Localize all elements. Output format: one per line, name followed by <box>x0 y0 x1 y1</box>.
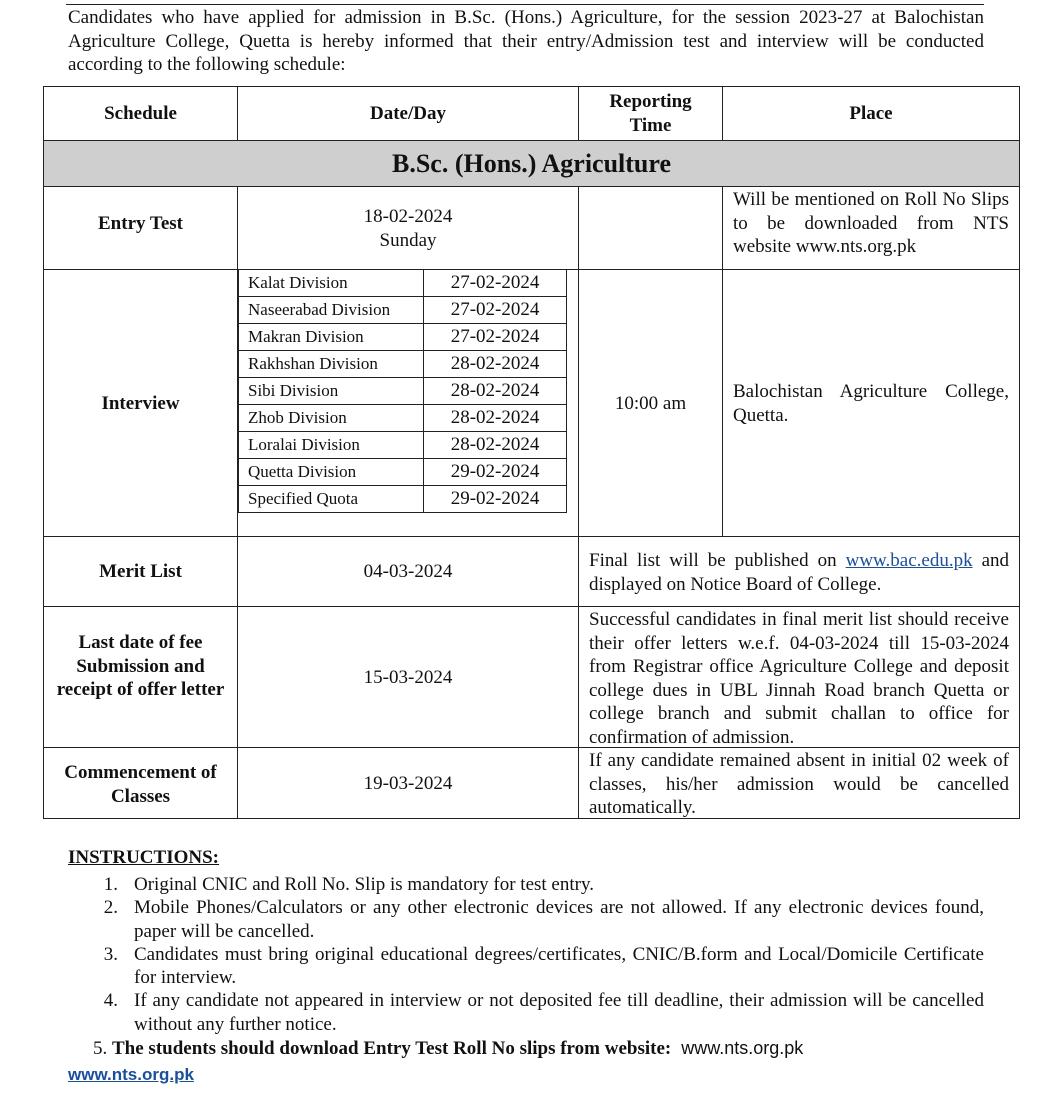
division-name: Naseerabad Division <box>239 297 424 324</box>
division-name: Rakhshan Division <box>239 351 424 378</box>
nts-website-text: www.nts.org.pk <box>681 1038 804 1058</box>
division-date: 28-02-2024 <box>424 378 567 405</box>
entry-test-date: 18-02-2024 <box>363 206 453 227</box>
footer-nts-link[interactable]: www.nts.org.pk <box>68 1065 194 1084</box>
division-date: 27-02-2024 <box>424 270 567 297</box>
list-item <box>68 896 984 943</box>
entry-test-time-cell <box>578 186 723 270</box>
table-row <box>239 270 567 297</box>
merit-list-place <box>589 549 1009 596</box>
entry-test-day: Sunday <box>379 230 437 251</box>
item-text: If any candidate not appeared in interview or not deposited fee till deadline, their admission will be cancelled without any further notice. <box>134 990 984 1035</box>
table-row <box>239 324 567 351</box>
division-name: Zhob Division <box>239 405 424 432</box>
table-row <box>239 459 567 486</box>
merit-list-date: 04-03-2024 <box>363 561 453 582</box>
bac-website-link[interactable]: www.bac.edu.pk <box>845 550 973 571</box>
instructions-list <box>68 873 984 1036</box>
commencement-date: 19-03-2024 <box>363 773 453 794</box>
division-date: 28-02-2024 <box>424 432 567 459</box>
interview-place: Balochistan Agriculture College, Quetta. <box>733 381 1009 426</box>
top-rule <box>66 4 984 5</box>
fee-label: Last date of fee Submission and receipt of offer letter <box>56 632 225 700</box>
division-date: 29-02-2024 <box>424 486 567 513</box>
item-number: 5. <box>93 1038 108 1059</box>
item-text: Mobile Phones/Calculators or any other electronic devices are not allowed. If any electronic devices found, paper will be cancelled. <box>134 897 984 942</box>
table-row <box>239 405 567 432</box>
instruction-item-5 <box>93 1037 803 1060</box>
instructions-title: INSTRUCTIONS: <box>68 847 219 868</box>
item-text: Original CNIC and Roll No. Slip is mandatory for test entry. <box>134 874 594 895</box>
interview-time: 10:00 am <box>614 393 687 414</box>
list-item <box>68 989 984 1036</box>
fee-place: Successful candidates in final merit list should receive their offer letters w.e.f. 04-03-2024 till 15-03-2024 from Registrar office Agriculture College and deposit college dues in UBL Jinnah Road branch Quetta or college branch and submit challan to office for confirmation of admission. <box>589 609 1009 748</box>
header-schedule: Schedule <box>104 103 177 124</box>
division-date: 28-02-2024 <box>424 351 567 378</box>
program-banner: B.Sc. (Hons.) Agriculture <box>43 140 1020 187</box>
interview-label: Interview <box>101 393 180 414</box>
merit-list-label: Merit List <box>99 561 182 582</box>
commencement-place: If any candidate remained absent in initial 02 week of classes, his/her admission would be cancelled automatically. <box>589 750 1009 818</box>
division-name: Kalat Division <box>239 270 424 297</box>
merit-place-text-end: and displayed on Notice Board of College. <box>589 550 1009 595</box>
item-number: 4. <box>103 990 118 1012</box>
item-text: The students should download Entry Test Roll No slips from website: <box>112 1038 672 1059</box>
table-row <box>239 486 567 513</box>
table-row <box>239 378 567 405</box>
division-name: Loralai Division <box>239 432 424 459</box>
division-name: Specified Quota <box>239 486 424 513</box>
division-name: Quetta Division <box>239 459 424 486</box>
item-number: 2. <box>103 897 118 919</box>
intro-paragraph: Candidates who have applied for admission in B.Sc. (Hons.) Agriculture, for the session 2023-27 at Balochistan Agriculture College, Quetta is hereby informed that their entry/Admission test and interview will be conducted according to the following schedule: <box>68 7 984 75</box>
division-date: 28-02-2024 <box>424 405 567 432</box>
division-date: 27-02-2024 <box>424 324 567 351</box>
division-schedule-table <box>238 269 567 513</box>
division-name: Sibi Division <box>239 378 424 405</box>
table-row <box>239 297 567 324</box>
list-item <box>68 873 984 896</box>
item-number: 3. <box>103 943 118 965</box>
header-date-day: Date/Day <box>370 103 446 124</box>
entry-test-label: Entry Test <box>98 213 183 234</box>
division-date: 27-02-2024 <box>424 297 567 324</box>
header-place: Place <box>849 103 893 124</box>
header-reporting-time: Reporting Time <box>609 91 692 136</box>
item-number: 1. <box>103 874 118 895</box>
list-item <box>68 943 984 990</box>
division-date: 29-02-2024 <box>424 459 567 486</box>
item-text: Candidates must bring original educational degrees/certificates, CNIC/B.form and Local/Domicile Certificate for interview. <box>134 943 984 989</box>
fee-date: 15-03-2024 <box>363 667 453 688</box>
commencement-label: Commencement of Classes <box>64 762 217 807</box>
entry-test-place: Will be mentioned on Roll No Slips to be downloaded from NTS website www.nts.org.pk <box>733 189 1009 257</box>
table-row <box>239 351 567 378</box>
division-name: Makran Division <box>239 324 424 351</box>
merit-place-text-start: Final list will be published on <box>589 550 846 571</box>
table-row <box>239 432 567 459</box>
